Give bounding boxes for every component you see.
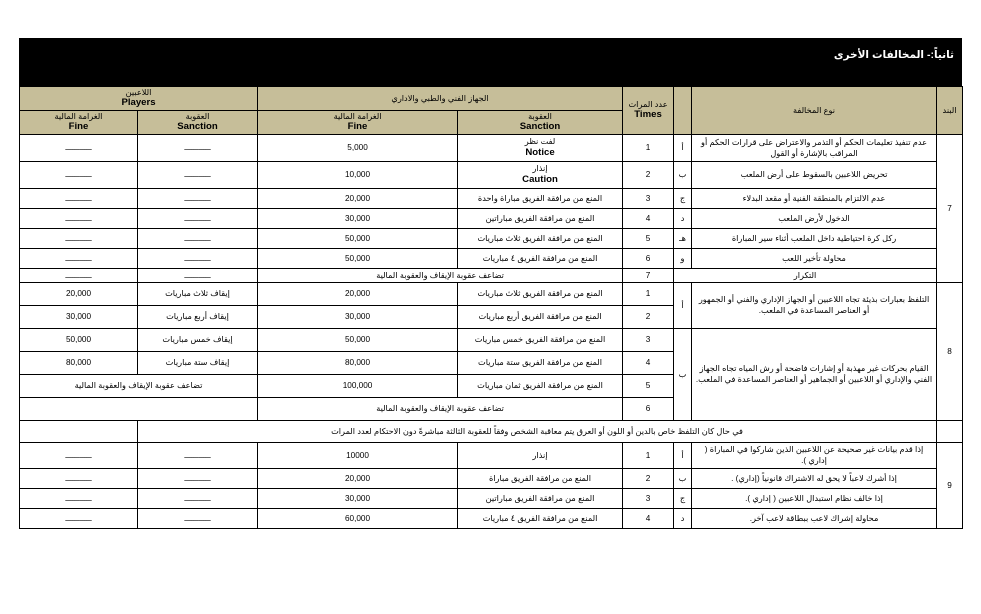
times-value: 5 xyxy=(623,374,674,397)
staff-fine: 100,000 xyxy=(258,374,458,397)
player-fine: ـــــــــــ xyxy=(20,228,138,248)
player-fine: ـــــــــــ xyxy=(20,188,138,208)
player-fine: 80,000 xyxy=(20,351,138,374)
times-value: 6 xyxy=(623,248,674,268)
player-fine: ـــــــــــ xyxy=(20,268,138,282)
item-letter: أ xyxy=(674,134,692,161)
staff-sanction: المنع من مرافقة الفريق مباراة xyxy=(458,468,623,488)
player-sanction: إيقاف أربع مباريات xyxy=(138,305,258,328)
violation-text: عدم تنفيذ تعليمات الحكم أو التذمر والاعتراض على قرارات الحكم أو المراقب بالإشارة أو القول xyxy=(692,134,937,161)
player-fine: ـــــــــــ xyxy=(20,508,138,528)
staff-fine: 60,000 xyxy=(258,508,458,528)
violation-text: تحريض اللاعبين بالسقوط على أرض الملعب xyxy=(692,161,937,188)
player-fine: ـــــــــــ xyxy=(20,488,138,508)
violation-text: التلفظ بعبارات بذيئة تجاه اللاعبين أو الجهاز الإداري والفني أو الجمهور أو العناصر المساعدة في الملعب. xyxy=(692,282,937,328)
staff-sanction: إنذار xyxy=(458,442,623,468)
item-letter: أ xyxy=(674,282,692,328)
section-title-banner xyxy=(19,38,962,86)
player-fine: ـــــــــــ xyxy=(20,208,138,228)
section-number: 8 xyxy=(937,282,963,420)
item-letter: ب xyxy=(674,161,692,188)
table-header-group-row xyxy=(20,87,963,111)
staff-fine: 10000 xyxy=(258,442,458,468)
item-letter: ج xyxy=(674,488,692,508)
player-sanction: ـــــــــــ xyxy=(138,468,258,488)
times-value: 1 xyxy=(623,282,674,305)
violation-text: القيام بحركات غير مهذبة أو إشارات فاضحة أو رش المياه تجاه الجهاز الفني والإداري أو اللاعبين أو الجماهير أو العناصر المساعدة في الملعب. xyxy=(692,328,937,420)
header-players-group: اللاعبين Players xyxy=(20,87,258,111)
staff-sanction: المنع من مرافقة الفريق مباراتين xyxy=(458,488,623,508)
staff-sanction: المنع من مرافقة الفريق ثلاث مباريات xyxy=(458,282,623,305)
staff-merged-sanction: تضاعف عقوبة الإيقاف والعقوبة المالية xyxy=(258,268,623,282)
table-row xyxy=(20,134,963,161)
player-sanction: إيقاف ستة مباريات xyxy=(138,351,258,374)
item-letter: ج xyxy=(674,188,692,208)
staff-sanction: المنع من مرافقة الفريق خمس مباريات xyxy=(458,328,623,351)
table-row xyxy=(20,442,963,468)
player-fine: 30,000 xyxy=(20,305,138,328)
note-row-blank xyxy=(20,420,138,442)
table-row xyxy=(20,488,963,508)
table-row xyxy=(20,420,963,442)
staff-sanction: المنع من مرافقة الفريق ثمان مباريات xyxy=(458,374,623,397)
staff-merged-sanction: تضاعف عقوبة الإيقاف والعقوبة المالية xyxy=(258,397,623,420)
player-blank-cell xyxy=(20,397,258,420)
violation-text: عدم الالتزام بالمنطقة الفنية أو مقعد البدلاء xyxy=(692,188,937,208)
violation-text: محاولة إشراك لاعب ببطاقة لاعب آخر. xyxy=(692,508,937,528)
violation-text: إذا خالف نظام استبدال اللاعبين ( إداري ). xyxy=(692,488,937,508)
table-row xyxy=(20,508,963,528)
times-value: 7 xyxy=(623,268,674,282)
player-sanction: ـــــــــــ xyxy=(138,268,258,282)
table-row xyxy=(20,268,963,282)
item-letter: و xyxy=(674,248,692,268)
times-value: 1 xyxy=(623,134,674,161)
times-value: 2 xyxy=(623,468,674,488)
player-fine: ـــــــــــ xyxy=(20,442,138,468)
player-fine: ـــــــــــ xyxy=(20,468,138,488)
staff-sanction: المنع من مرافقة الفريق ثلاث مباريات xyxy=(458,228,623,248)
header-staff-group: الجهاز الفني والطبي والاداري xyxy=(258,87,623,111)
header-staff-sanction: العقوبة Sanction xyxy=(458,110,623,134)
staff-sanction: المنع من مرافقة الفريق ستة مباريات xyxy=(458,351,623,374)
player-fine: ـــــــــــ xyxy=(20,161,138,188)
times-value: 6 xyxy=(623,397,674,420)
staff-fine: 10,000 xyxy=(258,161,458,188)
header-item-letter xyxy=(674,87,692,135)
staff-fine: 5,000 xyxy=(258,134,458,161)
item-letter: ب xyxy=(674,328,692,420)
table-row xyxy=(20,328,963,351)
header-item: البند xyxy=(937,87,963,135)
player-sanction: ـــــــــــ xyxy=(138,228,258,248)
staff-fine: 50,000 xyxy=(258,248,458,268)
player-fine: ـــــــــــ xyxy=(20,248,138,268)
section-number: 7 xyxy=(937,134,963,282)
times-value: 5 xyxy=(623,228,674,248)
staff-fine: 30,000 xyxy=(258,208,458,228)
item-letter: د xyxy=(674,508,692,528)
section-number: 9 xyxy=(937,442,963,528)
player-sanction: إيقاف ثلاث مباريات xyxy=(138,282,258,305)
staff-sanction: إنذار Caution xyxy=(458,161,623,188)
staff-sanction: لفت نظر Notice xyxy=(458,134,623,161)
player-sanction: ـــــــــــ xyxy=(138,208,258,228)
player-fine: 50,000 xyxy=(20,328,138,351)
times-value: 2 xyxy=(623,161,674,188)
player-sanction: ـــــــــــ xyxy=(138,161,258,188)
section-note: في حال كان التلفظ خاص بالدين أو اللون أو العرق يتم معاقبة الشخص وفقاً للعقوبة الثالثة مباشرةً دون الاحتكام لعدد المرات xyxy=(138,420,937,442)
violation-text: محاولة تأخير اللعب xyxy=(692,248,937,268)
table-row xyxy=(20,228,963,248)
staff-fine: 50,000 xyxy=(258,328,458,351)
header-staff-fine: الغرامة المالية Fine xyxy=(258,110,458,134)
item-letter: أ xyxy=(674,442,692,468)
staff-fine: 20,000 xyxy=(258,188,458,208)
times-value: 4 xyxy=(623,351,674,374)
staff-sanction: المنع من مرافقة الفريق مباراة واحدة xyxy=(458,188,623,208)
violations-table xyxy=(19,86,963,529)
table-row xyxy=(20,248,963,268)
times-value: 2 xyxy=(623,305,674,328)
times-value: 4 xyxy=(623,508,674,528)
header-violation-type: نوع المخالفة xyxy=(692,87,937,135)
repeat-label: التكرار xyxy=(674,268,937,282)
player-sanction: ـــــــــــ xyxy=(138,248,258,268)
player-sanction: إيقاف خمس مباريات xyxy=(138,328,258,351)
staff-fine: 30,000 xyxy=(258,305,458,328)
table-row xyxy=(20,208,963,228)
violation-text: إذا قدم بيانات غير صحيحة عن اللاعبين الذين شاركوا في المباراة ( إداري ). xyxy=(692,442,937,468)
staff-fine: 50,000 xyxy=(258,228,458,248)
table-row xyxy=(20,161,963,188)
table-row xyxy=(20,468,963,488)
times-value: 3 xyxy=(623,188,674,208)
times-value: 3 xyxy=(623,488,674,508)
player-fine: 20,000 xyxy=(20,282,138,305)
table-row xyxy=(20,188,963,208)
header-player-sanction: العقوبة Sanction xyxy=(138,110,258,134)
header-player-fine: الغرامة المالية Fine xyxy=(20,110,138,134)
section-number-blank xyxy=(937,420,963,442)
player-sanction: ـــــــــــ xyxy=(138,134,258,161)
staff-sanction: المنع من مرافقة الفريق مباراتين xyxy=(458,208,623,228)
item-letter: ب xyxy=(674,468,692,488)
staff-sanction: المنع من مرافقة الفريق أربع مباريات xyxy=(458,305,623,328)
item-letter: د xyxy=(674,208,692,228)
player-sanction: ـــــــــــ xyxy=(138,188,258,208)
times-value: 1 xyxy=(623,442,674,468)
staff-sanction: المنع من مرافقة الفريق ٤ مباريات xyxy=(458,508,623,528)
player-merged-sanction: تضاعف عقوبة الإيقاف والعقوبة المالية xyxy=(20,374,258,397)
item-letter: هـ xyxy=(674,228,692,248)
table-row xyxy=(20,282,963,305)
player-sanction: ـــــــــــ xyxy=(138,488,258,508)
staff-fine: 80,000 xyxy=(258,351,458,374)
violation-text: ركل كرة احتياطية داخل الملعب أثناء سير المباراة xyxy=(692,228,937,248)
player-sanction: ـــــــــــ xyxy=(138,508,258,528)
times-value: 3 xyxy=(623,328,674,351)
header-times: عدد المرات Times xyxy=(623,87,674,135)
section-title-text: ثانياً:- المخالفات الأخرى xyxy=(833,49,954,61)
staff-fine: 30,000 xyxy=(258,488,458,508)
violation-text: إذا أشرك لاعباً لا يحق له الاشتراك قانونياً (إداري) . xyxy=(692,468,937,488)
staff-fine: 20,000 xyxy=(258,282,458,305)
staff-sanction: المنع من مرافقة الفريق ٤ مباريات xyxy=(458,248,623,268)
times-value: 4 xyxy=(623,208,674,228)
player-fine: ـــــــــــ xyxy=(20,134,138,161)
violation-text: الدخول لأرض الملعب xyxy=(692,208,937,228)
staff-fine: 20,000 xyxy=(258,468,458,488)
player-sanction: ـــــــــــ xyxy=(138,442,258,468)
